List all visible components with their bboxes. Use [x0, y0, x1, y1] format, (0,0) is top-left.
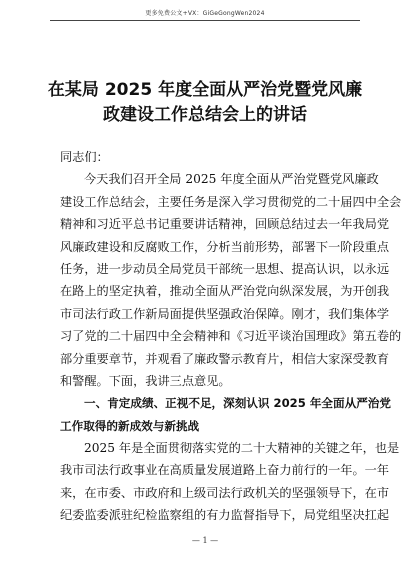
header-note: 更多免费公文+VX：GiGeGongWen2024 [145, 10, 265, 17]
paragraph-line: 我市司法行政事业在高质量发展道路上奋力前行的一年。一年 [60, 463, 390, 478]
paragraph-line: 习了党的二十届四中全会精神和《习近平谈治国理政》第五卷的 [60, 329, 402, 344]
paragraph-line: 建设工作总结会，主要任务是深入学习贯彻党的二十届四中全会 [60, 194, 402, 209]
paragraph-line: 和警醒。下面，我讲三点意见。 [60, 373, 231, 388]
paragraph-line: 风廉政建设和反腐败工作，分析当前形势，部署下一阶段重点 [60, 239, 390, 254]
title-line: 在某局 2025 年度全面从严治党暨党风廉 [47, 80, 363, 100]
header-divider [50, 20, 360, 21]
paragraph-line: 市司法行政工作新局面提供坚强政治保障。刚才，我们集体学 [60, 306, 390, 321]
paragraph-line: 在路上的坚定执着，推动全面从严治党向纵深发展，为开创我 [60, 284, 390, 299]
paragraph-line: 部分重要章节，并观看了廉政警示教育片，相信大家深受教育 [60, 351, 390, 366]
section-heading: 一、肯定成绩、正视不足，深刻认识 2025 年全面从严治党 [84, 396, 391, 411]
paragraph-line: 今天我们召开全局 2025 年度全面从严治党暨党风廉政 [84, 172, 379, 187]
salutation: 同志们： [60, 150, 109, 164]
document-body [60, 146, 402, 527]
document-title [40, 78, 370, 128]
section-heading: 工作取得的新成效与新挑战 [60, 418, 200, 433]
paragraph-line: 2025 年是全面贯彻落实党的二十大精神的关键之年，也是 [84, 441, 400, 456]
paragraph-line: 来，在市委、市政府和上级司法行政机关的坚强领导下，在市 [60, 485, 390, 500]
paragraph-line: 精神和习近平总书记重要讲话精神，回顾总结过去一年我局党 [60, 217, 390, 232]
paragraph-line: 纪委监委派驻纪检监察组的有力监督指导下，局党组坚决扛起 [60, 508, 390, 523]
paragraph-line: 任务，进一步动员全局党员干部统一思想、提高认识，以永远 [60, 261, 390, 276]
title-line: 政建设工作总结会上的讲话 [103, 105, 307, 125]
page-number: — 1 — [191, 536, 219, 545]
